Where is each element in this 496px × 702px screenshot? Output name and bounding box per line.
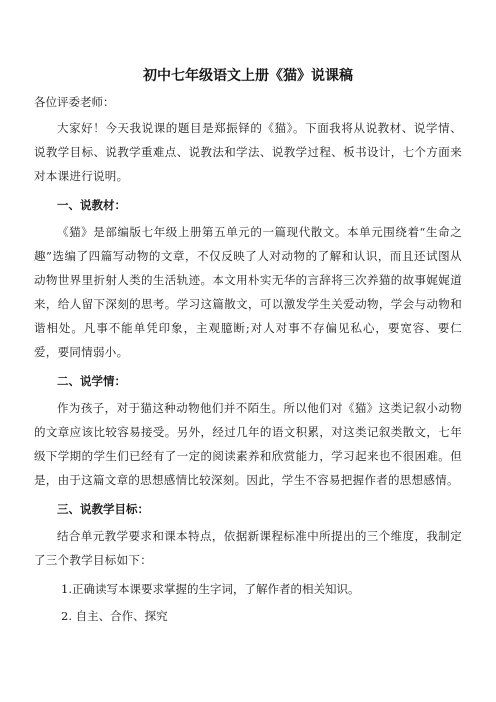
document-title: 初中七年级语文上册《猫》说课稿 (143, 68, 353, 84)
section-body-textbook: 《猫》是部编版七年级上册第五单元的一篇现代散文。本单元围绕着“生命之趣”选编了四篇写动物的文章，不仅反映了人对动物的了解和认识，而且还试图从动物世界里折射人类的生活轨迹。本文用朴实无华的言辞将三次养猫的故事娓娓道来，给人留下深刻的思考。学习这篇散文，可以激发学生关爱动物，学会与动物和谐相处。凡事不能单凭印象，主观臆断;对人对事不存偏见私心，要宽容、要仁爱，要同情弱小。 (34, 225, 462, 359)
section-heading-textbook: 一、说教材： (57, 198, 126, 212)
salutation: 各位评委老师： (34, 95, 115, 109)
intro-paragraph: 大家好！今天我说课的题目是郑振铎的《猫》。下面我将从说教材、说学情、说教学目标、说教学重难点、说教法和学法、说教学过程、板书设计，七个方面来对本课进行说明。 (34, 121, 462, 183)
section-heading-students: 二、说学情： (57, 374, 126, 388)
section-body-students: 作为孩子，对于猫这种动物他们并不陌生。所以他们对《猫》这类记叙小动物的文章应该比较容易接受。另外，经过几年的语文积累，对这类记叙类散文，七年级下学期的学生们已经有了一定的阅读素养和欣赏能力，学习起来也不很困难。但是，由于这篇文章的思想感情比较深刻。因此，学生不容易把握作者的思想感情。 (34, 401, 462, 487)
objective-item-2: 2. 自主、合作、探究 (61, 609, 168, 623)
section-heading-objectives: 三、说教学目标： (57, 502, 149, 516)
section-body-objectives: 结合单元教学要求和课本特点，依据新课程标准中所提出的三个维度，我制定了三个教学目标如下： (34, 529, 462, 567)
objective-item-1: 1.正确读写本课要求掌握的生字词，了解作者的相关知识。 (61, 582, 360, 596)
